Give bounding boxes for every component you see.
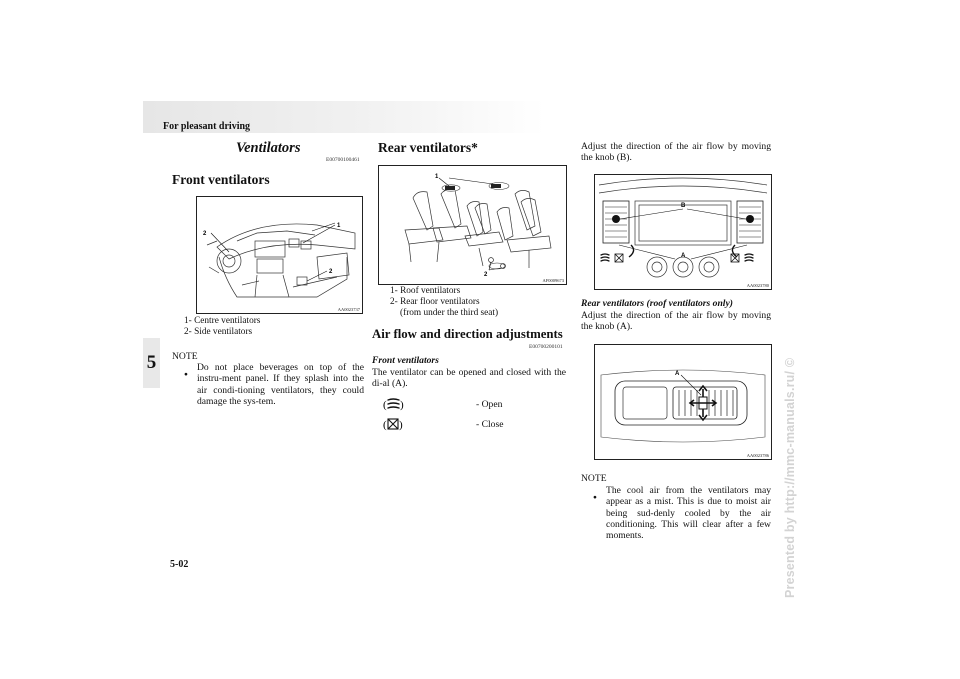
front-ventilators-subheading: Front ventilators xyxy=(372,355,439,366)
svg-text:(: ( xyxy=(383,399,387,411)
figure-code: AA0023786 xyxy=(746,453,769,458)
bullet-icon: ● xyxy=(184,371,188,378)
note-label: NOTE xyxy=(581,473,607,484)
label-b: B xyxy=(681,203,686,209)
figure-code: AF0009673 xyxy=(542,278,564,283)
front-note-text: Do not place beverages on top of the instru-ment panel. If they splash into the air condi-tioning ventilators, they could damage the sys-tem. xyxy=(197,362,364,407)
bullet-icon: ● xyxy=(593,494,597,501)
svg-text:): ) xyxy=(400,399,404,411)
rear-roof-subheading: Rear ventilators (roof ventilators only) xyxy=(581,298,733,309)
rear-caption-list xyxy=(390,286,498,319)
svg-text:(: ( xyxy=(383,419,387,431)
callout-1: 1 xyxy=(435,174,439,180)
figure-code: AA0023737 xyxy=(337,307,360,312)
close-label: - Close xyxy=(476,419,504,430)
caption-item: 2- Side ventilators xyxy=(184,327,253,337)
callout-2-left: 2 xyxy=(203,231,207,237)
caption-item: 2- Rear floor ventilators xyxy=(390,297,480,307)
airflow-text: The ventilator can be opened and closed with the di-al (A). xyxy=(372,367,566,390)
callout-2: 2 xyxy=(484,272,488,278)
airflow-heading: Air flow and direction adjustments xyxy=(372,327,563,341)
chapter-tab: 5 xyxy=(143,338,160,388)
rear-ventilators-figure xyxy=(378,165,567,285)
open-label: - Open xyxy=(476,399,503,410)
dash-ventilators-figure xyxy=(594,174,772,290)
rear-ventilators-heading: Rear ventilators* xyxy=(378,140,478,155)
callout-2-right: 2 xyxy=(329,269,333,275)
watermark: Presented by http://mmc-manuals.ru/ © xyxy=(783,357,797,598)
front-caption-list xyxy=(184,316,260,338)
page-title: Ventilators xyxy=(236,140,301,156)
caption-item: (from under the third seat) xyxy=(400,308,499,318)
caption-item: 1- Roof ventilators xyxy=(390,286,461,296)
svg-text:): ) xyxy=(399,419,403,431)
page-number: 5-02 xyxy=(170,559,189,570)
label-a: A xyxy=(681,253,686,259)
figure-code: AA0023780 xyxy=(746,283,769,288)
label-a: A xyxy=(675,371,680,377)
airflow-closed-icon xyxy=(383,416,405,435)
right-text-1: Adjust the direction of the air flow by moving the knob (B). xyxy=(581,141,771,164)
callout-1: 1 xyxy=(337,223,341,229)
front-ventilators-figure xyxy=(196,196,363,314)
front-ventilators-heading: Front ventilators xyxy=(172,172,270,187)
caption-item: 1- Centre ventilators xyxy=(184,316,261,326)
roof-ventilator-figure xyxy=(594,344,772,460)
airflow-open-icon xyxy=(383,396,405,415)
right-note-text: The cool air from the ventilators may appear as a mist. This is due to moist air being sud-denly cooled by the air conditioning. This will clear after a few moments. xyxy=(606,485,771,542)
section-header: For pleasant driving xyxy=(163,121,251,132)
section-code: E00700100461 xyxy=(326,157,360,163)
right-text-2: Adjust the direction of the air flow by moving the knob (A). xyxy=(581,310,771,333)
airflow-code: E00700200101 xyxy=(529,344,563,350)
note-label: NOTE xyxy=(172,351,198,362)
